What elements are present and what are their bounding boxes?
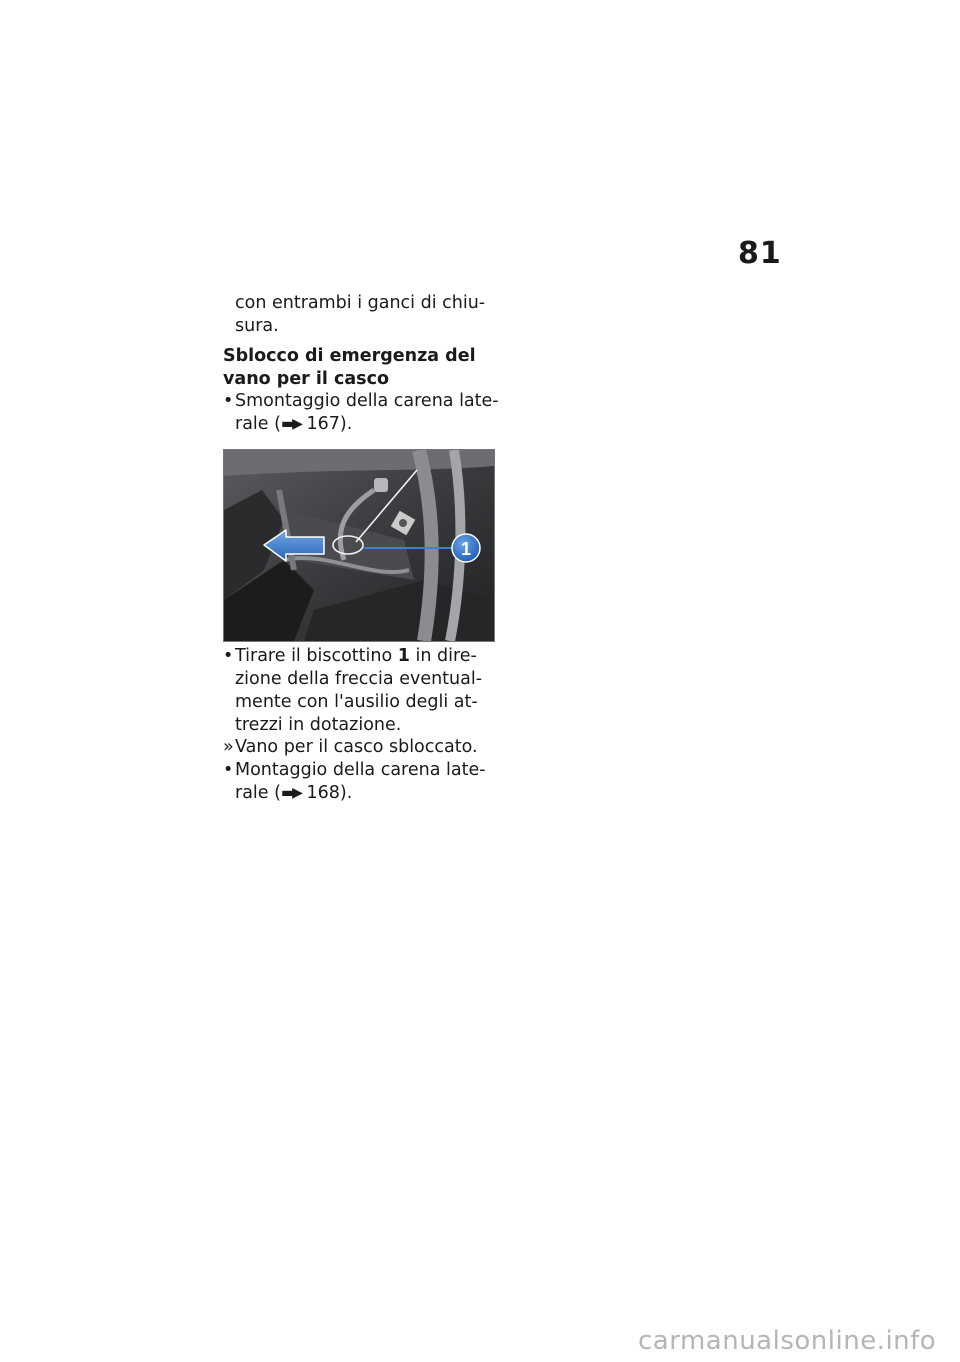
watermark: carmanualsonline.info bbox=[638, 1326, 937, 1356]
bullet-icon: • bbox=[223, 391, 234, 411]
step3-line-2: rale ( bbox=[235, 783, 281, 803]
result-text: Vano per il casco sbloccato. bbox=[235, 737, 478, 757]
bullet-icon: • bbox=[223, 646, 234, 666]
step1-line-1: Smontaggio della carena late- bbox=[235, 391, 499, 411]
heading-line-1: Sblocco di emergenza del bbox=[223, 346, 476, 366]
page-ref-arrow-icon: ▬▶ bbox=[280, 416, 301, 432]
result-unlocked bbox=[223, 736, 495, 759]
page-ref-arrow-icon: ▬▶ bbox=[280, 785, 301, 801]
step2-line-4: trezzi in dotazione. bbox=[235, 715, 402, 735]
photo-illustration bbox=[224, 450, 494, 641]
step3-page-ref[interactable]: 168). bbox=[306, 783, 353, 803]
bullet-icon: • bbox=[223, 760, 234, 780]
step2-line-2: zione della freccia eventual- bbox=[235, 669, 483, 689]
helmet-compartment-photo bbox=[223, 449, 495, 642]
step-remove-fairing bbox=[223, 390, 499, 436]
page-number: 81 bbox=[738, 236, 782, 271]
step3-line-1: Montaggio della carena late- bbox=[235, 760, 486, 780]
continuation-line-1: con entrambi i ganci di chiu- bbox=[235, 293, 486, 313]
step2-text-post: in dire- bbox=[409, 646, 477, 666]
result-mark-icon: » bbox=[223, 737, 234, 757]
step2-text-pre: Tirare il biscottino bbox=[235, 646, 398, 666]
step2-line-3: mente con l'ausilio degli at- bbox=[235, 692, 478, 712]
continuation-line-2: sura. bbox=[235, 316, 279, 336]
step-pull-cable bbox=[223, 645, 495, 737]
step-install-fairing bbox=[223, 759, 495, 805]
heading-line-2: vano per il casco bbox=[223, 369, 389, 389]
callout-number: 1 bbox=[460, 539, 472, 559]
text-column bbox=[223, 292, 495, 338]
section-heading bbox=[223, 345, 495, 391]
step2-part-number: 1 bbox=[397, 646, 410, 666]
step1-page-ref[interactable]: 167). bbox=[306, 414, 353, 434]
step1-line-2: rale ( bbox=[235, 414, 281, 434]
